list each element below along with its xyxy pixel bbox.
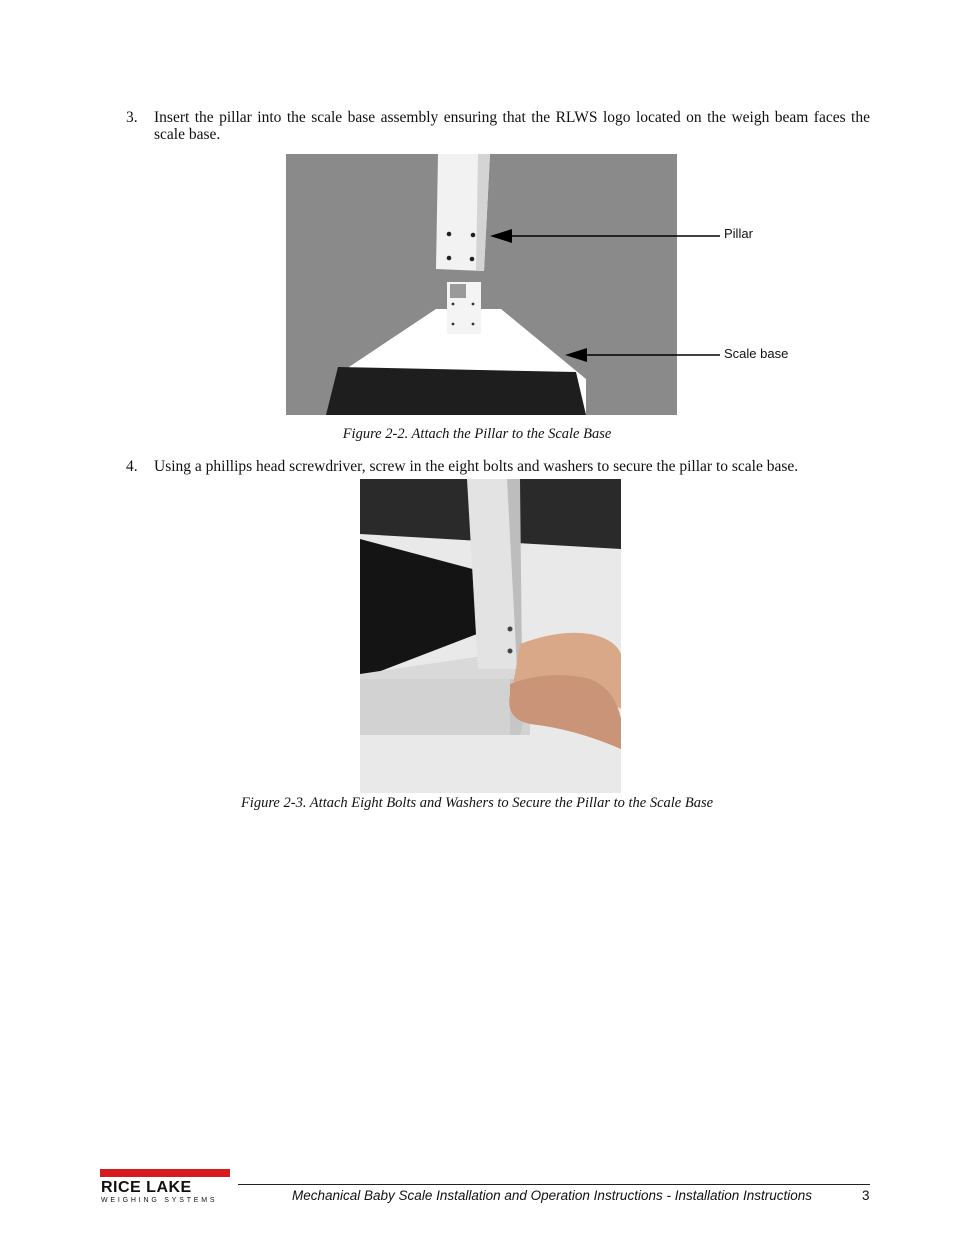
step-text: Using a phillips head screwdriver, screw in the eight bolts and washers to secure the pillar to scale base. (154, 458, 799, 475)
step-text: Insert the pillar into the scale base assembly ensuring that the RLWS logo located on the weigh beam faces the scale base. (154, 109, 870, 143)
figure-2-3-photo (360, 479, 621, 793)
footer-rule (238, 1184, 870, 1185)
callout-arrows (480, 222, 725, 367)
svg-text:RICE LAKE: RICE LAKE (101, 1179, 192, 1196)
footer-document-title: Mechanical Baby Scale Installation and Operation Instructions - Installation Instructions (292, 1188, 813, 1203)
step-4 (126, 458, 870, 475)
callout-scale-base: Scale base (724, 346, 789, 361)
step-number: 4. (126, 458, 138, 475)
page-number: 3 (862, 1188, 870, 1203)
figure-caption: Figure 2-3. Attach Eight Bolts and Washers to Secure the Pillar to the Scale Base (240, 795, 714, 811)
rice-lake-logo (100, 1169, 232, 1205)
svg-text:WEIGHING SYSTEMS: WEIGHING SYSTEMS (101, 1197, 218, 1204)
callout-pillar: Pillar (724, 226, 753, 241)
step-number: 3. (126, 109, 138, 126)
step-3 (126, 109, 870, 143)
figure-caption: Figure 2-2. Attach the Pillar to the Scale Base (342, 426, 612, 442)
bolt-install-photo (360, 479, 621, 793)
